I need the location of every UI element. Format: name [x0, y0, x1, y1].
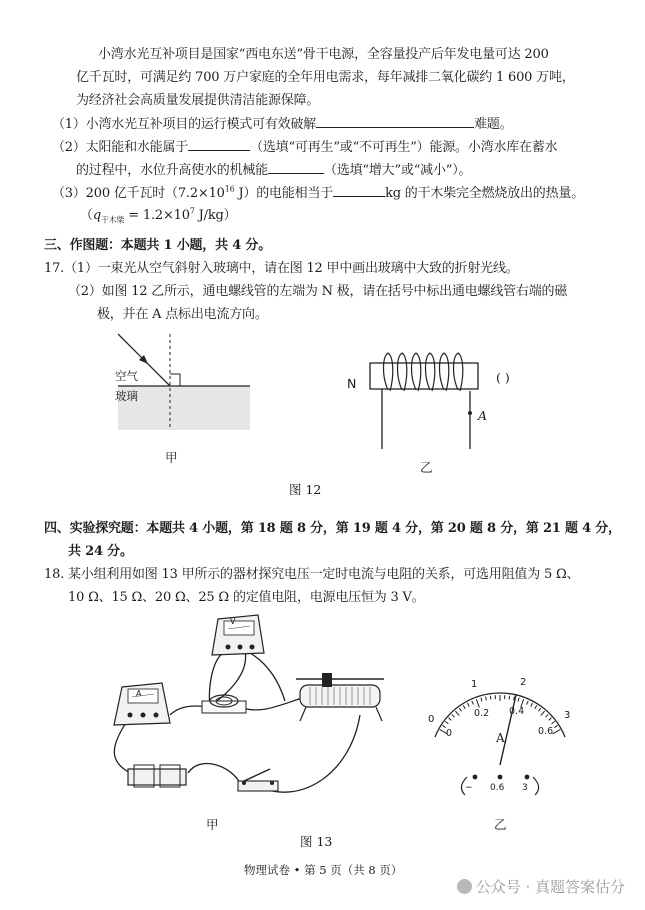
- dial-tick: [481, 698, 482, 702]
- note-sub: 干木柴: [100, 215, 125, 225]
- q16-sub3-mid: J）的电能相当于: [234, 186, 334, 201]
- switch: [238, 769, 278, 791]
- section-4-heading: 四、实验探究题：本题共 4 小题，第 18 题 8 分，第 19 题 4 分，第 20 题 8 分，第 21 题 4 分，: [44, 521, 621, 536]
- dial-tick: [539, 708, 541, 711]
- dial-tick: [467, 703, 469, 707]
- q16-sub2-tail: （选填“增大”或“减小”）。: [324, 163, 472, 178]
- watermark-text: 公众号 · 真题答案估分: [475, 878, 625, 896]
- voltmeter: [212, 615, 264, 655]
- dial-tick: [554, 725, 557, 727]
- point-a-label: A: [478, 408, 488, 423]
- fig12-yi-label: 乙: [420, 460, 433, 475]
- fig13-caption: 图 13: [300, 834, 333, 849]
- answer-blank[interactable]: [188, 138, 250, 151]
- q18-line2: 10 Ω、15 Ω、20 Ω、25 Ω 的定值电阻，电源电压恒为 3 V。: [68, 590, 425, 605]
- q16-sub1-text: （1）小湾水光互补项目的运行模式可有效破解: [52, 117, 317, 132]
- dial-tick: [452, 714, 455, 717]
- terminal-neg-label: −: [465, 783, 473, 793]
- label-glass: 玻璃: [115, 389, 138, 403]
- fig12-caption: 图 12: [289, 482, 322, 497]
- dial-outer-2: 2: [520, 677, 527, 688]
- q16-sub3: [52, 184, 584, 202]
- dial-tick: [476, 699, 479, 708]
- dial-tick: [553, 729, 561, 734]
- q17-part2-line2: 极，并在 A 点标出电流方向。: [97, 307, 268, 322]
- fig12-jia-label: 甲: [165, 450, 178, 465]
- dial-outer-3: 3: [564, 710, 571, 721]
- note-open: （: [80, 208, 93, 223]
- q16-sub2-mid: （选填“可再生”或“不可再生”）能源。小湾水库在蓄水: [250, 140, 558, 155]
- fig13-jia-label: 甲: [206, 817, 219, 832]
- dial-unit-label: A: [496, 731, 505, 745]
- dial-tick: [448, 718, 451, 721]
- note-q: q: [92, 208, 101, 223]
- section-4-heading-cont: 共 24 分。: [68, 544, 133, 559]
- label-air: 空气: [115, 369, 138, 383]
- q16-sub3-text: （3）200 亿千瓦时（7.2×10: [52, 186, 225, 201]
- q18-line1: 18. 某小组利用如图 13 甲所示的器材探究电压一定时电流与电阻的关系，可选用阻值为 5 Ω、: [44, 567, 580, 582]
- dial-inner-06: 0.6: [538, 726, 554, 737]
- fig13-yi-label: 乙: [494, 817, 507, 832]
- terminal-3-label: 3: [522, 783, 528, 793]
- voltmeter-label: V: [230, 617, 236, 626]
- dial-tick: [459, 708, 461, 711]
- answer-blank[interactable]: [268, 161, 324, 174]
- dial-tick: [486, 697, 487, 701]
- dial-tick: [527, 701, 529, 705]
- dial-tick: [463, 705, 465, 708]
- dial-tick: [455, 711, 459, 716]
- fig12-solenoid-diagram: [360, 345, 520, 455]
- dial-tick: [546, 714, 549, 717]
- q16-sub2: [52, 138, 557, 156]
- note-unit: J/kg）: [194, 208, 237, 223]
- page-footer: 物理试卷 • 第 5 页（共 8 页）: [244, 863, 403, 877]
- terminal-06: [498, 775, 503, 780]
- dial-tick: [531, 703, 533, 707]
- q16-note: [80, 207, 236, 224]
- passage-line-2: 亿千瓦时，可满足约 700 万户家庭的全年用电需求，每年减排二氧化碳约 1 600 万吨，: [76, 70, 575, 85]
- dial-outer-1: 1: [471, 679, 478, 690]
- q17-part1: 17.（1）一束光从空气斜射入玻璃中，请在图 12 甲中画出玻璃中大致的折射光线。: [44, 261, 519, 276]
- fixed-resistor: [202, 695, 246, 713]
- answer-blank[interactable]: [333, 184, 385, 197]
- dial-tick: [445, 721, 448, 724]
- ammeter-label: A: [136, 689, 142, 698]
- terminal-3: [525, 775, 530, 780]
- q16-sub1-tail: 难题。: [474, 117, 513, 132]
- right-angle-mark: [170, 374, 180, 386]
- dial-tick: [472, 701, 474, 705]
- wechat-icon: [457, 879, 472, 894]
- q17-part2-line1: （2）如图 12 乙所示，通电螺线管的左端为 N 极，请在括号中标出通电螺线管右端的磁: [68, 284, 568, 299]
- dial-outer-0: 0: [428, 714, 435, 725]
- coil-windings: [384, 353, 463, 391]
- section-3-heading: 三、作图题：本题共 1 小题，共 4 分。: [44, 238, 271, 253]
- sliding-rheostat: [296, 673, 384, 721]
- battery-pack: [128, 765, 186, 787]
- dial-tick: [518, 698, 519, 702]
- note-val: = 1.2×10: [124, 208, 190, 223]
- dial-tick: [549, 718, 552, 721]
- q16-sub1: [52, 115, 512, 133]
- pole-answer-paren[interactable]: ( ): [496, 370, 510, 385]
- q16-sub2-text: （2）太阳能和水能属于: [52, 140, 189, 155]
- terminal-neg: [473, 775, 478, 780]
- q16-sub2-cont: [76, 161, 471, 179]
- q16-sub3-tail: kg 的干木柴完全燃烧放出的热量。: [385, 186, 584, 201]
- n-pole-label: N: [347, 376, 357, 391]
- q16-sub2-text-2: 的过程中，水位升高使水的机械能: [76, 163, 269, 178]
- dial-tick: [490, 696, 491, 700]
- dial-inner-0: 0: [446, 728, 453, 739]
- note-exp: 7: [189, 206, 195, 216]
- passage-line-3: 为经济社会高质量发展提供清洁能源保障。: [76, 93, 320, 108]
- answer-blank[interactable]: [316, 115, 474, 128]
- exponent: 16: [224, 184, 235, 194]
- dial-tick: [509, 696, 510, 700]
- passage-line-1: 小湾水光互补项目是国家“西电东送”骨干电源，全容量投产后年发电量可达 200: [98, 47, 549, 62]
- dial-tick: [552, 721, 555, 724]
- fig13-circuit-apparatus: [100, 605, 400, 810]
- watermark: [457, 876, 625, 897]
- dial-tick: [535, 705, 537, 708]
- dial-inner-02: 0.2: [474, 708, 490, 719]
- dial-inner-04: 0.4: [509, 706, 525, 717]
- ammeter: [114, 683, 170, 725]
- point-a-dot: [468, 411, 472, 415]
- dial-tick: [541, 711, 545, 716]
- terminal-06-label: 0.6: [490, 783, 505, 793]
